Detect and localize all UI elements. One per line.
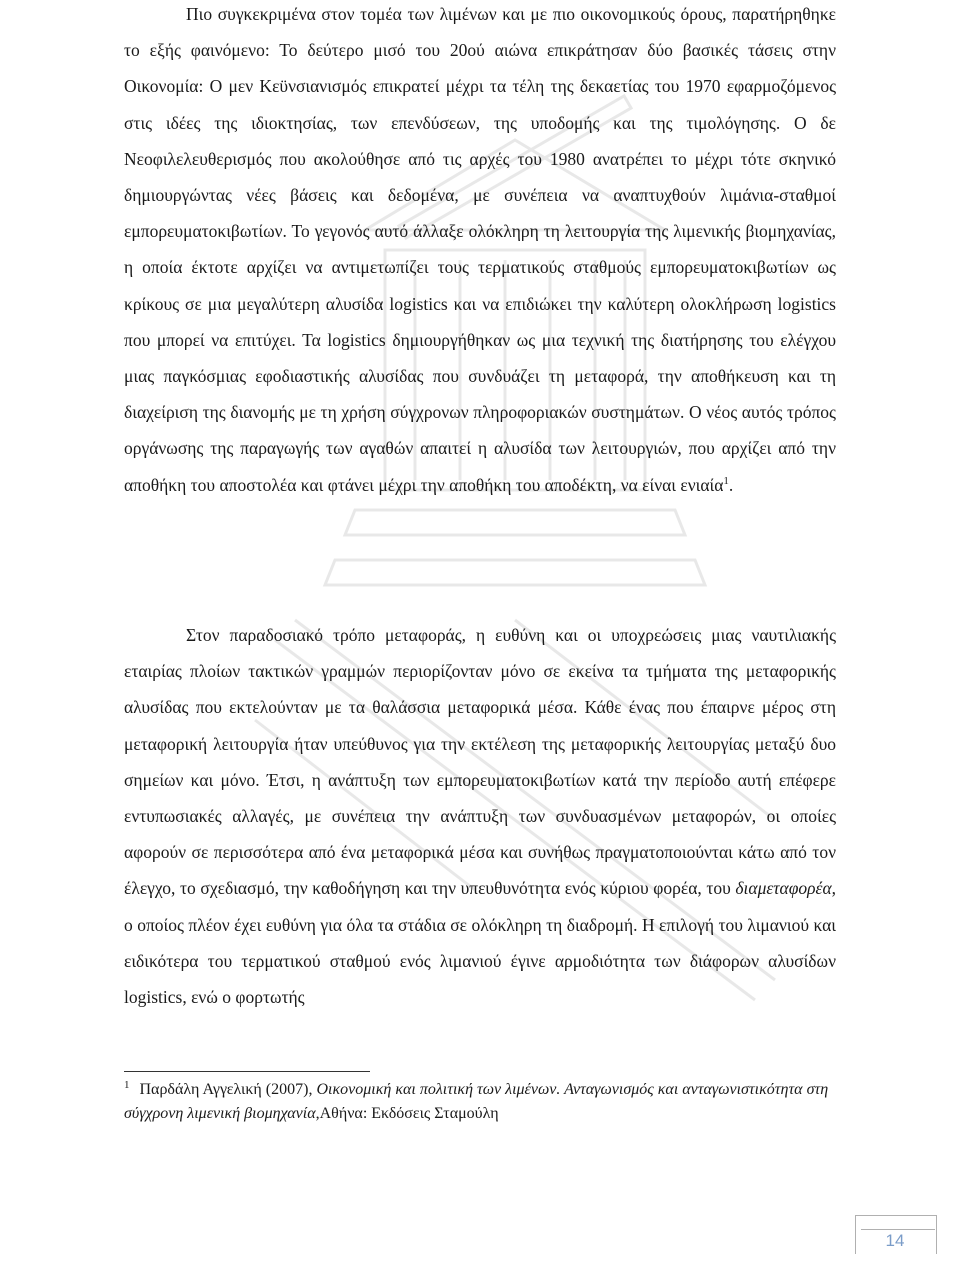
footnote — [124, 1078, 840, 1126]
body-paragraph-1 — [124, 0, 836, 503]
body-paragraph-2 — [124, 617, 836, 1015]
page-number-box — [855, 1215, 935, 1255]
page-number: 14 — [885, 1231, 905, 1250]
paragraph-1-end: . — [728, 474, 734, 495]
italic-term: διαμεταφορέα — [735, 878, 832, 899]
footnote-separator — [124, 1071, 370, 1072]
paragraph-2-rest: , ο οποίος πλέον έχει ευθύνη για όλα τα στάδια σε ολόκληρη τη διαδρομή. Η επιλογή του λιμανιού και ειδικότερα του τερματικού σταθμού ενός λιμανιού έγινε αρμοδιότητα των διάφορων αλυσίδων logistics, ενώ ο φορτωτής — [124, 878, 837, 1008]
paragraph-2-text: Στον παραδοσιακό τρόπο μεταφοράς, η ευθύνη και οι υποχρεώσεις μιας ναυτιλιακής εταιρίας πλοίων τακτικών γραμμών περιορίζονταν μόνο σε εκείνα τα τμήματα της μεταφορικής αλυσίδας που εκτελούνταν με τα θαλάσσια μεταφορικά μέσα. Κάθε ένας που έπαιρνε μέρος στη μεταφορική λειτουργία ήταν υπεύθυνος για την εκτέλεση της μεταφορικής λειτουργίας μεταξύ δυο σημείων και μόνο. Έτσι, η ανάπτυξη των εμπορευματοκιβωτίων κατά την περίοδο αυτή επέφερε εντυπωσιακές αλλαγές, με συνέπεια την ανάπτυξη των συνδυασμένων μεταφορών, οι οποίες αφορούν σε περισσότερα από ένα μεταφορικά μέσα και συνήθως πραγματοποιούνται κάτω από τον έλεγχο, το σχεδιασμό, την καθοδήγηση και την υπευθυνότητα ενός κύριου φορέα, του — [124, 625, 836, 899]
footnote-publisher: ,Αθήνα: Εκδόσεις Σταμούλη — [315, 1105, 499, 1122]
footnote-title: Οικονομική και πολιτική των λιμένων. Ανταγωνισμός και ανταγωνιστικότητα στη σύγχρονη λιμενική βιομηχανία — [124, 1081, 829, 1122]
footnote-number: 1 — [124, 1078, 130, 1091]
footnote-reference[interactable]: 1 — [723, 474, 729, 487]
footnote-author: Παρδάλη Αγγελική (2007), — [139, 1081, 313, 1098]
page-number-rule — [861, 1229, 935, 1230]
paragraph-1-text: Πιο συγκεκριμένα στον τομέα των λιμένων και με πιο οικονομικούς όρους, παρατήρηθηκε το εξής φαινόμενο: Το δεύτερο μισό του 20ού αιώνα επικράτησαν δύο βασικές τάσεις στην Οικονομία: Ο μεν Κεϋνσιανισμός επικρατεί μέχρι τα τέλη της δεκαετίας του 1970 εφαρμοζόμενος στις ιδέες της ιδιοκτησίας, των επενδύσεων, της υποδομής και της τιμολόγησης. Ο δε Νεοφιλελευθερισμός που ακολούθησε από τις αρχές του 1980 ανατρέπει το μέχρι τότε σκηνικό δημιουργώντας νέες βάσεις και δεδομένα, με συνέπεια να αναπτυχθούν λιμάνια-σταθμοί εμπορευματοκιβωτίων. Το γεγονός αυτό άλλαξε ολόκληρη τη λειτουργία της λιμενικής βιομηχανίας, η οποία έκτοτε αρχίζει να αντιμετωπίζει τους τερματικούς σταθμούς εμπορευματοκιβωτίων ως κρίκους σε μια μεγαλύτερη αλυσίδα logistics και να επιδιώκει την καλύτερη ολοκλήρωση logistics που μπορεί να επιτύχει. Τα logistics δημιουργήθηκαν ως μια τεχνική της διατήρησης του ελέγχου μιας παγκόσμιας εφοδιαστικής αλυσίδας που συνδυάζει τη μεταφορά, την αποθήκευση και τη διαχείριση της διανομής με τη χρήση σύγχρονων πληροφοριακών συστημάτων. Ο νέος αυτός τρόπος οργάνωσης της παραγωγής των αγαθών απαιτεί η αλυσίδα των λειτουργιών, που αρχίζει από την αποθήκη του αποστολέα και φτάνει μέχρι την αποθήκη του αποδέκτη, να είναι ενιαία — [124, 4, 836, 495]
